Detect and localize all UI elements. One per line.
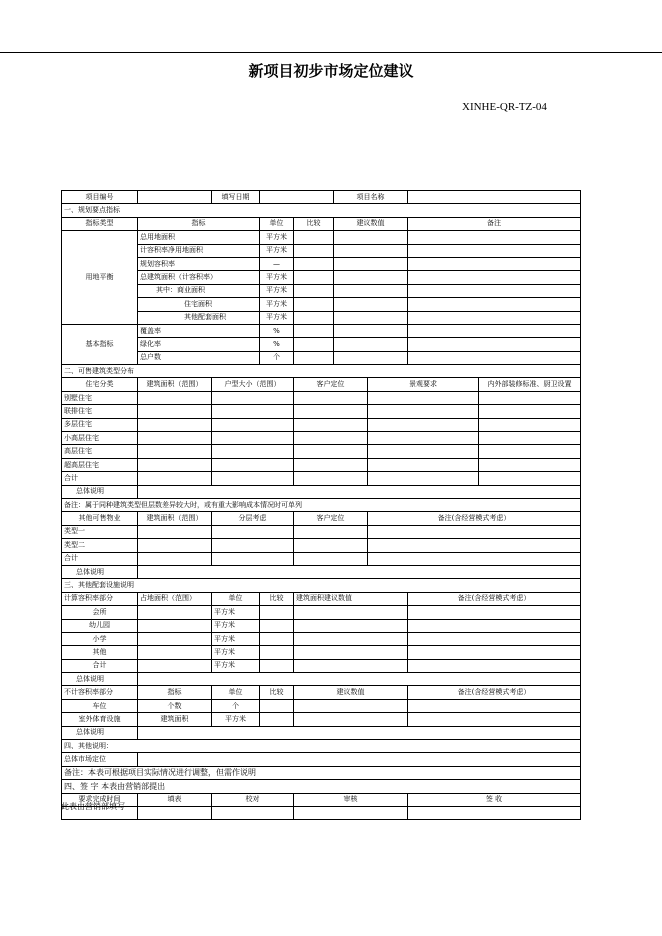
- input-cell[interactable]: [479, 418, 581, 431]
- remark-cell[interactable]: [408, 271, 581, 284]
- summary-label: 总体说明: [62, 565, 138, 578]
- col-header: 指标类型: [62, 217, 138, 230]
- fill-date-label: 填写日期: [212, 191, 260, 204]
- facility-unit: 平方米: [212, 632, 260, 645]
- input-cell[interactable]: [294, 699, 408, 712]
- input-cell[interactable]: [138, 405, 212, 418]
- remark-cell[interactable]: [408, 324, 581, 337]
- col-header: 不计容积率部分: [62, 686, 138, 699]
- value-cell[interactable]: [334, 338, 408, 351]
- input-cell[interactable]: [212, 445, 294, 458]
- col-header: 占地面积（范围）: [138, 592, 212, 605]
- sign-note: 本表由营销部提出: [101, 781, 166, 791]
- facility-name: 其他: [62, 646, 138, 659]
- col-header: 客户定位: [294, 378, 368, 391]
- land-balance-group: 用地平衡: [62, 231, 138, 325]
- input-cell[interactable]: [294, 391, 368, 404]
- input-cell[interactable]: [294, 525, 368, 538]
- summary-input[interactable]: [138, 673, 581, 686]
- metric-unit: —: [260, 257, 294, 270]
- input-cell[interactable]: [368, 458, 479, 471]
- input-cell[interactable]: [368, 552, 581, 565]
- input-cell[interactable]: [212, 432, 294, 445]
- facility-name: 室外体育设施: [62, 713, 138, 726]
- market-position-input[interactable]: [138, 753, 581, 766]
- input-cell[interactable]: [212, 391, 294, 404]
- input-cell[interactable]: [479, 472, 581, 485]
- metric-unit: 平方米: [260, 271, 294, 284]
- metric-unit: 平方米: [260, 231, 294, 244]
- metric-name: 绿化率: [138, 338, 260, 351]
- facility-name: 幼儿园: [62, 619, 138, 632]
- metric-name: 覆盖率: [138, 324, 260, 337]
- input-cell[interactable]: [260, 619, 294, 632]
- remark-cell[interactable]: [408, 257, 581, 270]
- housing-type: 小高层住宅: [62, 432, 138, 445]
- col-header: 指标: [138, 686, 212, 699]
- remark-cell[interactable]: [408, 244, 581, 257]
- input-cell[interactable]: [408, 699, 581, 712]
- col-header: 指标: [138, 217, 260, 230]
- metric-name: 住宅面积: [138, 298, 260, 311]
- other-type: 合计: [62, 552, 138, 565]
- input-cell[interactable]: [138, 552, 212, 565]
- metric-name: 其中：商业面积: [138, 284, 260, 297]
- input-cell[interactable]: [138, 458, 212, 471]
- metric-name: 总建筑面积（计容积率）: [138, 271, 260, 284]
- metric-unit: 平方米: [260, 298, 294, 311]
- summary-label: 总体说明: [62, 485, 138, 498]
- page-title: 新项目初步市场定位建议: [248, 62, 414, 80]
- housing-type: 联排住宅: [62, 405, 138, 418]
- input-cell[interactable]: [368, 405, 479, 418]
- remark-label: 备注：: [64, 768, 88, 778]
- compare-cell[interactable]: [294, 324, 334, 337]
- col-header: 分层考虑: [212, 512, 294, 525]
- col-header: 签 收: [408, 793, 581, 806]
- facility-name: 车位: [62, 699, 138, 712]
- input-cell[interactable]: [260, 659, 294, 672]
- input-cell[interactable]: [212, 806, 294, 819]
- col-header: 景观要求: [368, 378, 479, 391]
- housing-type: 高层住宅: [62, 445, 138, 458]
- input-cell[interactable]: [212, 552, 294, 565]
- col-header: 比较: [294, 217, 334, 230]
- value-cell[interactable]: [334, 244, 408, 257]
- input-cell[interactable]: [138, 619, 212, 632]
- other-property-header: [62, 512, 581, 525]
- section2-header: [62, 378, 581, 391]
- input-cell[interactable]: [138, 632, 212, 645]
- col-header: 其他可售物业: [62, 512, 138, 525]
- input-cell[interactable]: [294, 646, 408, 659]
- input-cell[interactable]: [294, 713, 408, 726]
- col-header: 客户定位: [294, 512, 368, 525]
- col-header: 建议数值: [294, 686, 408, 699]
- col-header: 备注(含经营模式考虑）: [408, 592, 581, 605]
- remark-cell[interactable]: [408, 351, 581, 364]
- metric-name: 总用地面积: [138, 231, 260, 244]
- input-cell[interactable]: [368, 539, 581, 552]
- facility-name: 小学: [62, 632, 138, 645]
- input-cell[interactable]: [294, 418, 368, 431]
- compare-cell[interactable]: [294, 284, 334, 297]
- input-cell[interactable]: [294, 472, 368, 485]
- input-cell[interactable]: [479, 432, 581, 445]
- input-cell[interactable]: [368, 445, 479, 458]
- value-cell[interactable]: [334, 298, 408, 311]
- col-header: 备注(含经营模式考虑）: [408, 686, 581, 699]
- facility-unit: 平方米: [212, 646, 260, 659]
- other-type: 类型二: [62, 539, 138, 552]
- input-cell[interactable]: [408, 659, 581, 672]
- col-header: 建筑面积建议数值: [294, 592, 408, 605]
- input-cell[interactable]: [260, 713, 294, 726]
- metric-unit: 个: [260, 351, 294, 364]
- input-cell[interactable]: [408, 632, 581, 645]
- input-cell[interactable]: [294, 458, 368, 471]
- input-cell[interactable]: [212, 525, 294, 538]
- input-cell[interactable]: [294, 659, 408, 672]
- input-cell[interactable]: [212, 539, 294, 552]
- summary-label: 总体说明: [62, 726, 138, 739]
- section3-title: 三、其他配套设施说明: [62, 579, 581, 592]
- input-cell[interactable]: [260, 646, 294, 659]
- input-cell[interactable]: [479, 445, 581, 458]
- col-header: 单位: [212, 686, 260, 699]
- input-cell[interactable]: [368, 525, 581, 538]
- value-cell[interactable]: [334, 324, 408, 337]
- input-cell[interactable]: [294, 432, 368, 445]
- fill-date-input[interactable]: [260, 191, 334, 204]
- input-cell[interactable]: [138, 472, 212, 485]
- facility-unit: 个: [212, 699, 260, 712]
- housing-type: 别墅住宅: [62, 391, 138, 404]
- value-cell[interactable]: [334, 351, 408, 364]
- value-cell[interactable]: [334, 311, 408, 324]
- input-cell[interactable]: [138, 418, 212, 431]
- housing-type: 超高层住宅: [62, 458, 138, 471]
- summary-input[interactable]: [138, 565, 581, 578]
- section3-header2: [62, 686, 581, 699]
- market-position-label: 总体市场定位: [62, 753, 138, 766]
- col-header: 住宅分类: [62, 378, 138, 391]
- input-cell[interactable]: [212, 458, 294, 471]
- facility-unit: 平方米: [212, 659, 260, 672]
- value-cell[interactable]: [334, 284, 408, 297]
- metric-name: 其他配套面积: [138, 311, 260, 324]
- compare-cell[interactable]: [294, 311, 334, 324]
- col-header: 审核: [294, 793, 408, 806]
- remark-cell[interactable]: [408, 298, 581, 311]
- input-cell[interactable]: [294, 552, 368, 565]
- input-cell[interactable]: [294, 445, 368, 458]
- compare-cell[interactable]: [294, 231, 334, 244]
- other-type: 类型一: [62, 525, 138, 538]
- metric-unit: 平方米: [260, 311, 294, 324]
- input-cell[interactable]: [138, 806, 212, 819]
- input-cell[interactable]: [408, 713, 581, 726]
- col-header: 计算容积率部分: [62, 592, 138, 605]
- value-cell[interactable]: [334, 271, 408, 284]
- metric-name: 计容积率净用地面积: [138, 244, 260, 257]
- input-cell[interactable]: [138, 606, 212, 619]
- col-header: 填表: [138, 793, 212, 806]
- positioning-form: [61, 190, 581, 820]
- input-cell[interactable]: [260, 606, 294, 619]
- input-cell[interactable]: [138, 445, 212, 458]
- col-header: 建议数值: [334, 217, 408, 230]
- col-header: 要求完成时间: [62, 793, 138, 806]
- compare-cell[interactable]: [294, 271, 334, 284]
- input-cell[interactable]: [138, 432, 212, 445]
- project-no-label: 项目编号: [62, 191, 138, 204]
- col-header: 建筑面积（范围）: [138, 378, 212, 391]
- doc-code: XINHE-QR-TZ-04: [462, 101, 547, 113]
- input-cell[interactable]: [479, 458, 581, 471]
- col-header: 户型大小（范围）: [212, 378, 294, 391]
- compare-cell[interactable]: [294, 257, 334, 270]
- facility-metric: 个数: [138, 699, 212, 712]
- metric-unit: %: [260, 324, 294, 337]
- sign-header: [62, 793, 581, 806]
- facility-unit: 平方米: [212, 713, 260, 726]
- facility-metric: 建筑面积: [138, 713, 212, 726]
- input-cell[interactable]: [138, 646, 212, 659]
- input-cell[interactable]: [368, 391, 479, 404]
- section4-title: 四、其他说明：: [62, 740, 581, 753]
- col-header: 备注(含经营模式考虑）: [368, 512, 581, 525]
- section1-header: [62, 217, 581, 230]
- input-cell[interactable]: [138, 525, 212, 538]
- input-cell[interactable]: [368, 472, 479, 485]
- project-name-input[interactable]: [408, 191, 581, 204]
- summary-label: 总体说明: [62, 673, 138, 686]
- remark-cell[interactable]: [408, 231, 581, 244]
- input-cell[interactable]: [294, 619, 408, 632]
- col-header: 单位: [260, 217, 294, 230]
- housing-type: 合计: [62, 472, 138, 485]
- input-cell[interactable]: [212, 405, 294, 418]
- col-header: 内外部装修标准、厨卫设置: [479, 378, 581, 391]
- summary-input[interactable]: [138, 485, 581, 498]
- col-header: 比较: [260, 686, 294, 699]
- section2-title: 二、可售建筑类型分布: [62, 365, 581, 378]
- remark-note: [62, 766, 581, 779]
- value-cell[interactable]: [334, 257, 408, 270]
- remark-text: 本表可根据项目实际情况进行调整，但需作说明: [88, 768, 256, 778]
- metric-name: 规划容积率: [138, 257, 260, 270]
- input-cell[interactable]: [294, 632, 408, 645]
- input-cell[interactable]: [479, 391, 581, 404]
- section1-title: 一、规划要点指标: [62, 204, 581, 217]
- value-cell[interactable]: [334, 231, 408, 244]
- housing-type: 多层住宅: [62, 418, 138, 431]
- metric-unit: 平方米: [260, 284, 294, 297]
- page-top-rule: [0, 52, 662, 53]
- footer-note: 此表由营销部填写: [61, 802, 125, 811]
- input-cell[interactable]: [212, 418, 294, 431]
- section3-header: [62, 592, 581, 605]
- facility-name: 会所: [62, 606, 138, 619]
- compare-cell[interactable]: [294, 351, 334, 364]
- input-cell[interactable]: [212, 472, 294, 485]
- input-cell[interactable]: [479, 405, 581, 418]
- section2-remark: 备注：属于同种建筑类型但层数差异较大时，或有重大影响成本情况时可单列: [62, 498, 581, 511]
- input-cell[interactable]: [294, 606, 408, 619]
- input-cell[interactable]: [294, 806, 408, 819]
- input-cell[interactable]: [294, 539, 368, 552]
- metric-unit: %: [260, 338, 294, 351]
- input-cell[interactable]: [138, 391, 212, 404]
- project-name-label: 项目名称: [334, 191, 408, 204]
- sign-row: [62, 780, 581, 793]
- facility-unit: 平方米: [212, 619, 260, 632]
- input-cell[interactable]: [260, 632, 294, 645]
- input-cell[interactable]: [138, 659, 212, 672]
- input-cell[interactable]: [368, 418, 479, 431]
- input-cell[interactable]: [408, 646, 581, 659]
- input-cell[interactable]: [138, 539, 212, 552]
- input-cell[interactable]: [260, 699, 294, 712]
- col-header: 备注: [408, 217, 581, 230]
- input-cell[interactable]: [408, 619, 581, 632]
- col-header: 比较: [260, 592, 294, 605]
- metric-name: 总户数: [138, 351, 260, 364]
- compare-cell[interactable]: [294, 244, 334, 257]
- compare-cell[interactable]: [294, 298, 334, 311]
- input-cell[interactable]: [368, 432, 479, 445]
- facility-name: 合计: [62, 659, 138, 672]
- col-header: 单位: [212, 592, 260, 605]
- col-header: 建筑面积（范围）: [138, 512, 212, 525]
- project-no-input[interactable]: [138, 191, 212, 204]
- input-cell[interactable]: [408, 806, 581, 819]
- remark-cell[interactable]: [408, 338, 581, 351]
- compare-cell[interactable]: [294, 338, 334, 351]
- sign-label: 四、签 字: [64, 781, 99, 791]
- remark-cell[interactable]: [408, 311, 581, 324]
- input-cell[interactable]: [408, 606, 581, 619]
- remark-cell[interactable]: [408, 284, 581, 297]
- header-row: [62, 191, 581, 204]
- col-header: 校对: [212, 793, 294, 806]
- input-cell[interactable]: [294, 405, 368, 418]
- metric-unit: 平方米: [260, 244, 294, 257]
- summary-input[interactable]: [138, 726, 581, 739]
- facility-unit: 平方米: [212, 606, 260, 619]
- basic-metrics-group: 基本指标: [62, 324, 138, 364]
